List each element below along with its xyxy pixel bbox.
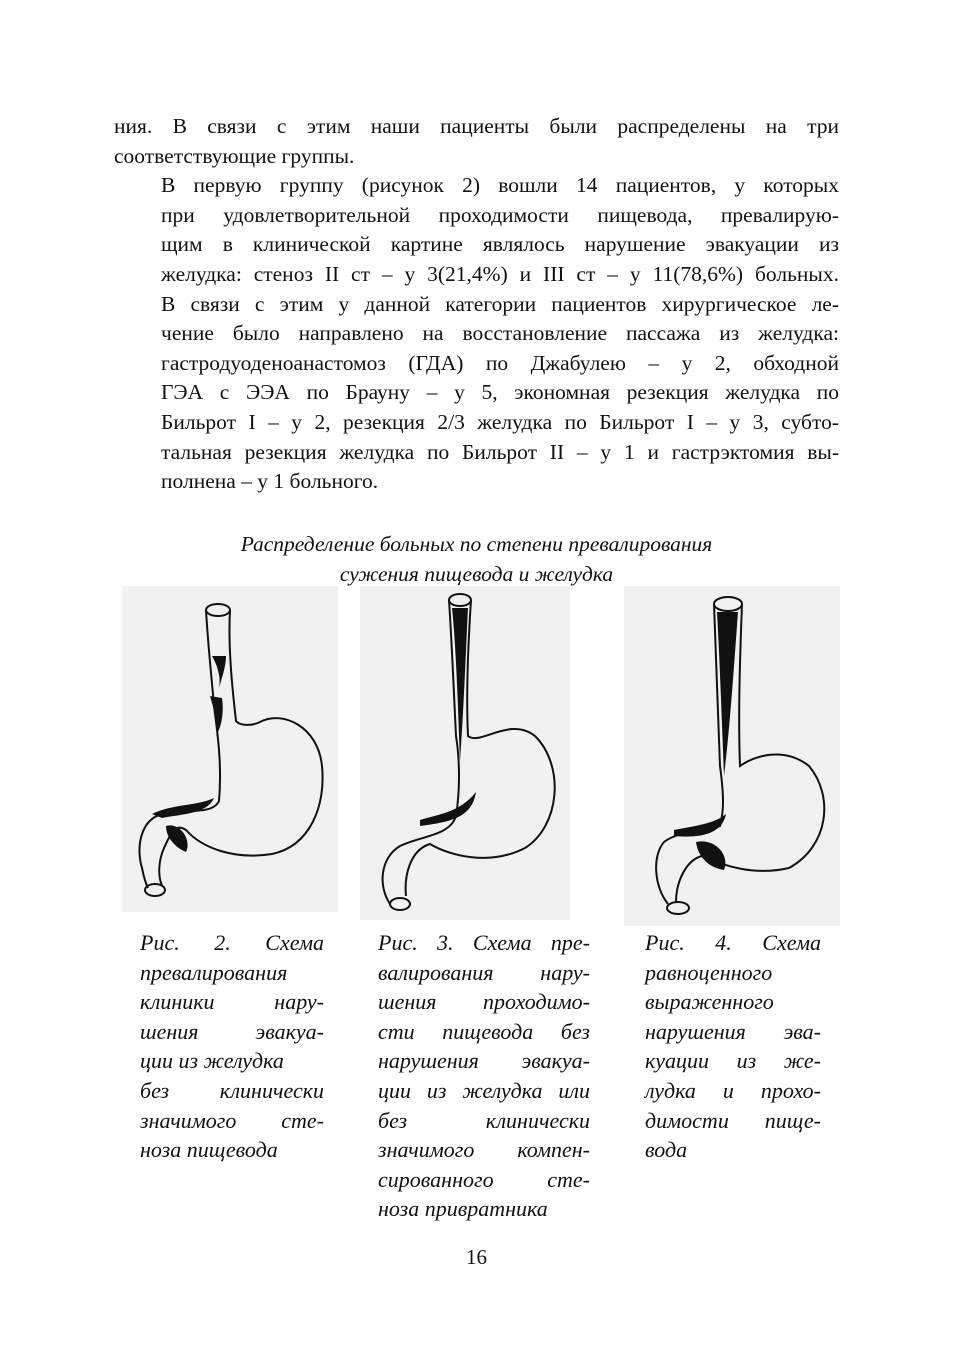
caption-line: ноза пищевода [140,1137,278,1163]
caption-line: Рис. 3. Схема пре- [378,930,590,955]
caption-line: вода [645,1137,688,1163]
caption-line: выраженного [645,989,774,1015]
text-line: полнена – у 1 больного. [161,469,379,494]
text-line: при удовлетворительной проходимости пищевода, превалирую- [161,202,839,227]
caption-line: нарушения эва- [645,1018,821,1044]
caption-line: клиники нару- [140,989,324,1015]
text-line: ния. В связи с этим наши пациенты были распределены на три [114,114,839,138]
text-line: соответствующие группы. [114,143,355,168]
stomach-outline-icon [122,586,338,912]
figure-title-line: Распределение больных по степени превалирования [240,532,713,556]
caption-line: лудка и прохо- [645,1077,821,1103]
caption-line: димости пище- [645,1107,821,1133]
caption-line: куации из же- [645,1048,821,1074]
caption-line: равноценного [645,959,773,985]
text-line: В первую группу (рисунок 2) вошли 14 пациентов, у которых [161,173,839,198]
stomach-diagram-fig2 [122,586,338,912]
caption-line: без клинически [378,1107,590,1133]
text-line: ГЭА с ЭЭА по Брауну – у 5, экономная резекция желудка по [161,380,839,405]
caption-line: нарушения эвакуа- [378,1048,590,1074]
text-line: чение было направлено на восстановление пассажа из желудка: [161,321,839,346]
caption-line: сти пищевода без [378,1018,590,1044]
stomach-outline-icon [360,586,570,920]
caption-line: валирования нару- [378,959,590,985]
text-line: Бильрот I – у 2, резекция 2/3 желудка по Бильрот I – у 3, субто- [161,409,839,434]
caption-line: ноза привратника [378,1196,548,1222]
caption-line: ции из желудка или [378,1077,590,1103]
paragraph-1 [114,112,839,171]
caption-line: Рис. 4. Схема [645,930,821,955]
figure-title-line: сужения пищевода и желудка [339,562,614,586]
caption-line: сированного сте- [378,1166,590,1192]
caption-line: значимого сте- [140,1107,324,1133]
stomach-diagram-fig4 [624,586,840,926]
caption-fig3 [378,928,590,1224]
text-line: тальная резекция желудка по Бильрот II – у 1 и гастрэктомия вы- [161,439,839,464]
stomach-outline-icon [624,586,840,926]
caption-line: шения эвакуа- [140,1018,324,1044]
caption-line: шения проходимо- [378,989,590,1015]
text-line: гастродуоденоанастомоз (ГДА) по Джабулею – у 2, обходной [161,350,839,375]
caption-line: ции из желудка [140,1048,284,1074]
caption-fig4 [645,928,821,1165]
text-line: В связи с этим у данной категории пациентов хирургическое ле- [161,291,839,316]
paragraph-2 [114,171,839,497]
caption-line: без клинически [140,1077,324,1103]
caption-line: Рис. 2. Схема [140,930,324,955]
text-line: желудка: стеноз II ст – у 3(21,4%) и III ст – у 11(78,6%) больных. [161,261,839,286]
figure-title [114,529,839,589]
page-number: 16 [466,1245,487,1269]
stomach-diagram-fig3 [360,586,570,920]
caption-fig2 [140,928,324,1165]
body-text [114,112,839,497]
caption-line: превалирования [140,959,288,985]
text-line: щим в клинической картине являлось нарушение эвакуации из [161,232,839,257]
caption-line: значимого компен- [378,1137,590,1163]
